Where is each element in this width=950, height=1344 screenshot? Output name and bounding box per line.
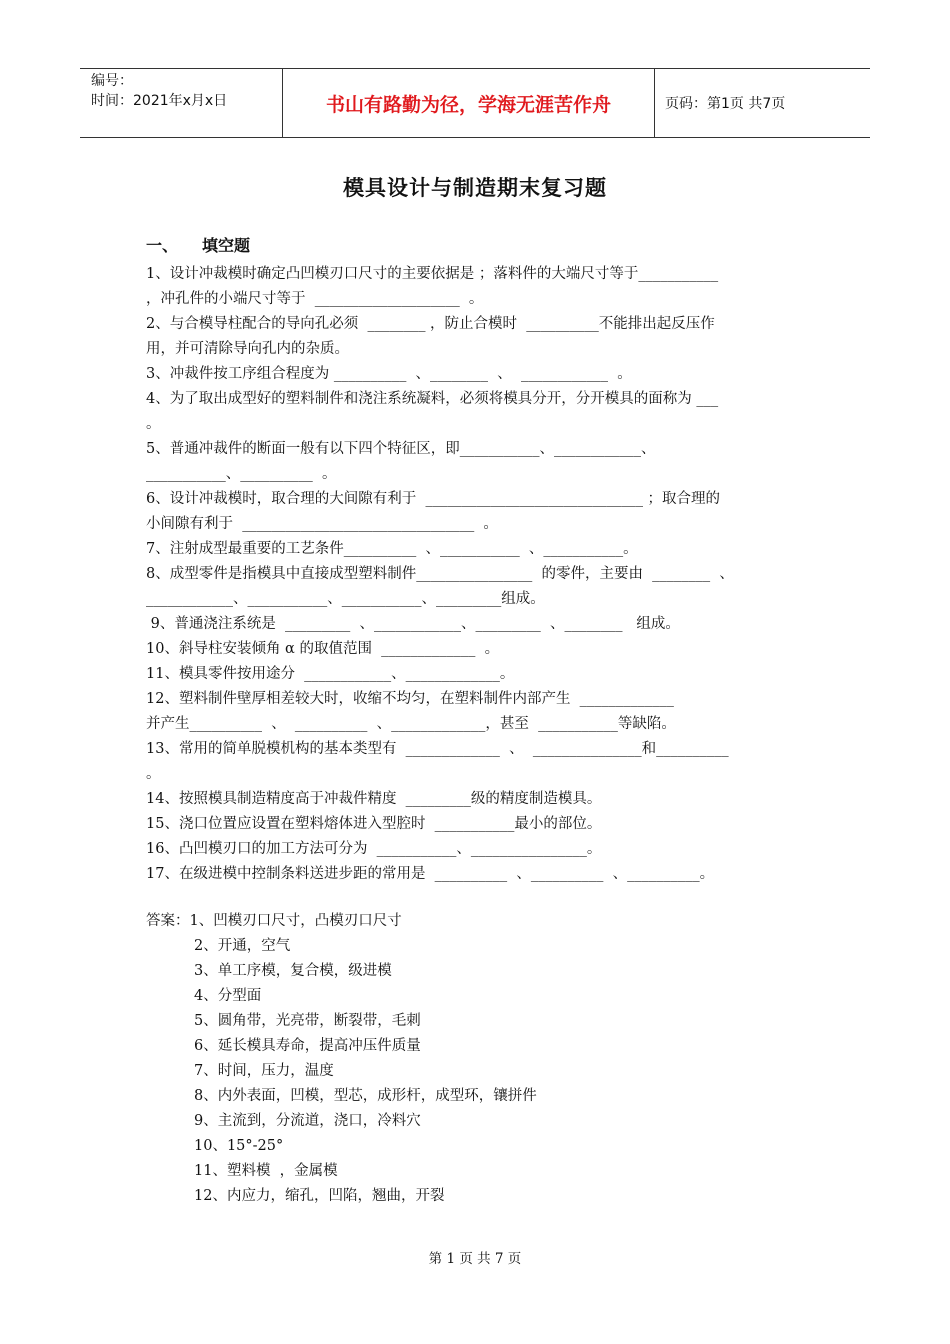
question-line: ____________、___________、___________、_________组成。: [146, 591, 545, 607]
header-table: [80, 68, 870, 138]
answer-item: 9、主流到，分流道，浇口，冷料穴: [194, 1113, 421, 1129]
question-line: 8、成型零件是指模具中直接成型塑料制件________________ 的零件，主要由 ________ 、: [146, 566, 734, 582]
header-meta: [80, 69, 282, 137]
question-line: 3、冲裁件按工序组合程度为 __________ 、________ 、 ____________ 。: [146, 366, 632, 382]
answer-item: 3、单工序模，复合模，级进模: [194, 963, 392, 979]
answer-item: 7、时间，压力，温度: [194, 1063, 334, 1079]
question-line: 14、按照模具制造精度高于冲裁件精度 _________级的精度制造模具。: [146, 791, 602, 807]
header-page-info: 页码：第1页 共7页: [665, 96, 786, 112]
question-line: 。: [146, 416, 161, 432]
page-title: 模具设计与制造期末复习题: [343, 176, 607, 200]
question-line: 17、在级进模中控制条料送进步距的常用是 __________ 、__________ 、__________。: [146, 866, 715, 882]
answer-item: 11、塑料模 ，金属模: [194, 1163, 338, 1179]
question-line: 5、普通冲裁件的断面一般有以下四个特征区，即___________、____________、: [146, 441, 656, 457]
question-line: 4、为了取出成型好的塑料制件和浇注系统凝料，必须将模具分开，分开模具的面称为 ___: [146, 391, 719, 407]
question-line: ，冲孔件的小端尺寸等于 ____________________ 。: [146, 291, 484, 307]
question-line: 11、模具零件按用途分 ____________、_____________。: [146, 666, 515, 682]
question-line: 2、与合模导柱配合的导向孔必须 ________ ，防止合模时 __________不能排出起反压作: [146, 316, 715, 332]
answer-item: 5、圆角带，光亮带，断裂带，毛刺: [194, 1013, 421, 1029]
section-name: 填空题: [202, 236, 251, 255]
question-line: 13、常用的简单脱模机构的基本类型有 _____________ 、 _______________和__________: [146, 741, 729, 757]
time-label: 时间：2021年x月x日: [91, 93, 228, 109]
question-line: 6、设计冲裁模时，取合理的大间隙有利于 ______________________________ ；取合理的: [146, 491, 721, 507]
question-line: 10、斜导柱安装倾角 α 的取值范围 _____________ 。: [146, 641, 500, 657]
question-line: ___________、__________ 。: [146, 466, 337, 482]
answer-item: 2、开通，空气: [194, 938, 291, 954]
question-line: 15、浇口位置应设置在塑料熔体进入型腔时 ___________最小的部位。: [146, 816, 602, 832]
question-line: 并产生__________ 、 __________ 、_____________，甚至 ___________等缺陷。: [146, 716, 676, 732]
page-footer: 第 1 页 共 7 页: [428, 1251, 522, 1267]
question-line: 16、凸凹模刃口的加工方法可分为 ___________、________________。: [146, 841, 602, 857]
question-line: 。: [146, 766, 161, 782]
question-line: 7、注射成型最重要的工艺条件__________ 、___________ 、___________。: [146, 541, 638, 557]
answer-item: 8、内外表面，凹模，型芯，成形杆，成型环，镶拼件: [194, 1088, 537, 1104]
answer-item: 4、分型面: [194, 988, 262, 1004]
motto: 书山有路勤为径，学海无涯苦作舟: [325, 93, 611, 116]
section-number: 一、: [146, 236, 179, 255]
question-line: 12、塑料制件壁厚相差较大时，收缩不均匀，在塑料制件内部产生 _____________: [146, 691, 674, 707]
question-line: 9、普通浇注系统是 _________ 、____________、_________ 、________ 组成。: [146, 616, 680, 632]
number-label: 编号：: [91, 73, 133, 89]
question-line: 1、设计冲裁模时确定凸凹模刃口尺寸的主要依据是 ；落料件的大端尺寸等于___________: [146, 266, 719, 282]
answer-lead: 答案：1、凹模刃口尺寸，凸模刃口尺寸: [146, 913, 402, 929]
question-line: 用，并可清除导向孔内的杂质。: [146, 341, 349, 357]
answer-item: 6、延长模具寿命，提高冲压件质量: [194, 1038, 421, 1054]
answer-item: 10、15°-25°: [194, 1138, 284, 1154]
section-heading: [146, 233, 250, 256]
answer-item: 12、内应力，缩孔，凹陷，翘曲，开裂: [194, 1188, 445, 1204]
header-motto-cell: [282, 69, 655, 137]
question-line: 小间隙有利于 ________________________________ 。: [146, 516, 498, 532]
